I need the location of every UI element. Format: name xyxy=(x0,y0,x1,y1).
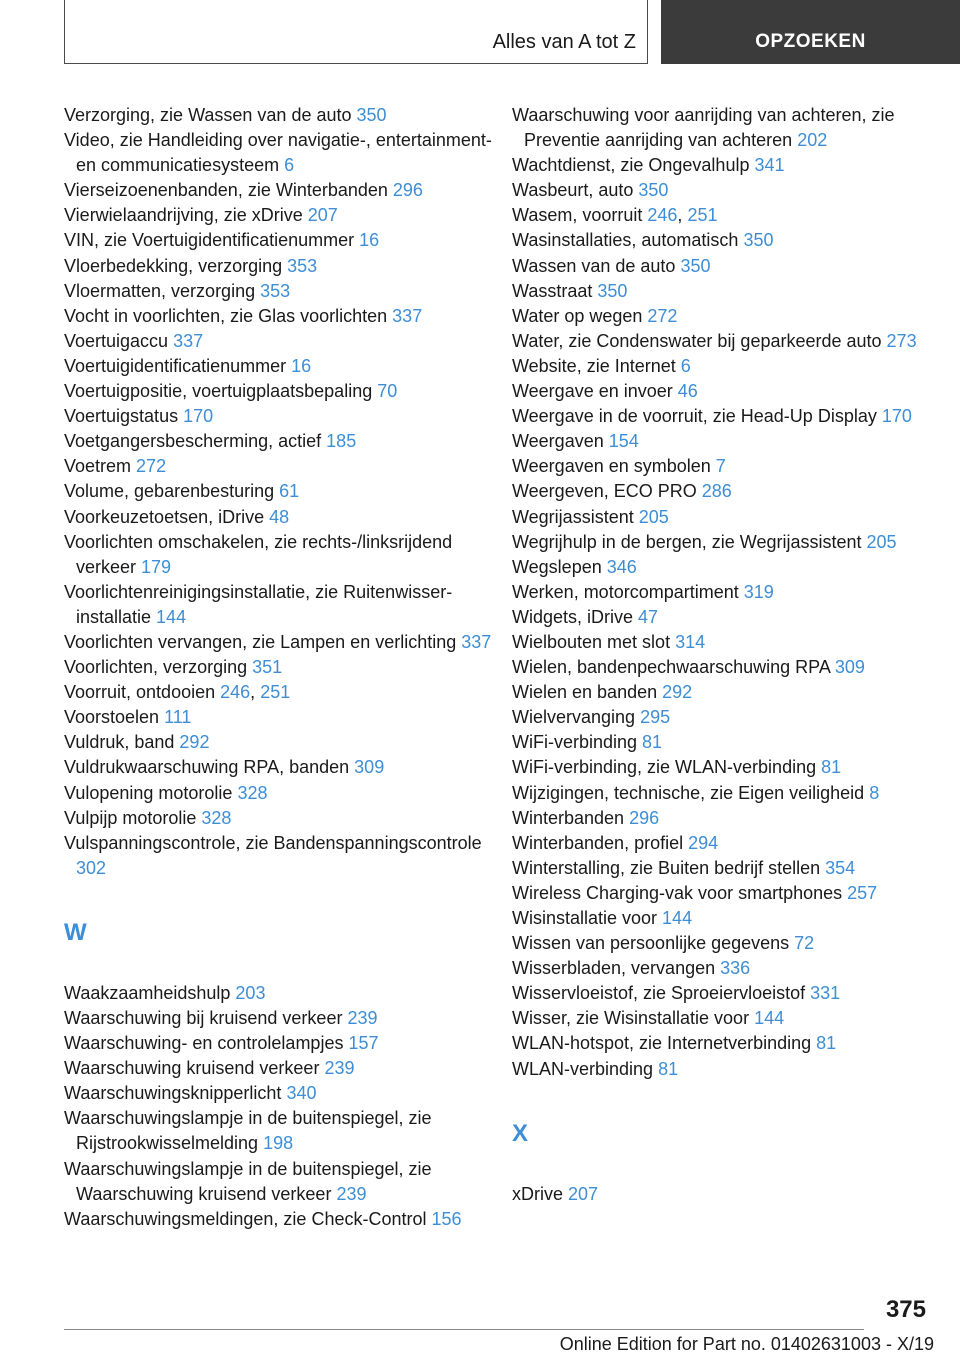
index-entry-term: Voorlichten, verzorging xyxy=(64,657,253,678)
index-entry xyxy=(512,404,932,429)
index-entry-term: Voorstoelen xyxy=(64,707,165,728)
index-entry-term: Voetgangersbescherming, actief xyxy=(64,431,327,452)
index-entry xyxy=(512,555,932,580)
index-entry xyxy=(64,379,504,404)
index-entry xyxy=(64,329,504,354)
index-entry-term: Wielen, bandenpechwaarschuwing RPA xyxy=(512,657,835,678)
index-entry xyxy=(512,680,932,705)
page-reference-link[interactable]: 294 xyxy=(688,832,719,853)
page-reference-link[interactable]: 340 xyxy=(286,1083,317,1104)
index-entry xyxy=(512,630,932,655)
index-entry-term: Werken, motorcompartiment xyxy=(512,581,744,602)
index-entry-term: Voorlichten omschakelen, zie rechts-/linksrijdend verkeer xyxy=(64,531,453,577)
index-entry xyxy=(512,178,932,203)
page-number: 375 xyxy=(885,1296,926,1323)
index-entry-term: xDrive xyxy=(512,1183,569,1204)
index-entry-term: Vloermatten, verzorging xyxy=(64,280,261,301)
index-entry xyxy=(512,605,932,630)
index-entry xyxy=(512,1031,932,1056)
index-entry-term: Vocht in voorlichten, zie Glas voorlichten xyxy=(64,305,393,326)
page-reference-link[interactable]: 198 xyxy=(263,1133,294,1154)
index-entry-term: Waarschuwingslampje in de buitenspiegel, zie Rijstrookwisselmelding xyxy=(64,1108,432,1154)
index-entry-term: Wisinstallatie voor xyxy=(512,908,663,928)
index-entry xyxy=(512,981,932,1006)
index-entry-term: Vulopening motorolie xyxy=(64,782,238,803)
index-entry xyxy=(512,906,932,931)
page-reference-link[interactable]: 309 xyxy=(834,657,865,678)
index-entry xyxy=(512,881,932,906)
page-reference-link[interactable]: 337 xyxy=(392,305,423,326)
index-entry xyxy=(512,755,932,780)
page-reference-link[interactable]: 328 xyxy=(201,807,232,828)
index-entry xyxy=(64,680,504,705)
index-entry-term: Vierseizoenenbanden, zie Winterbanden xyxy=(64,180,393,201)
index-entry-term: Vierwielaandrijving, zie xDrive xyxy=(64,205,308,226)
page-reference-link[interactable]: 207 xyxy=(307,205,338,226)
index-entry xyxy=(512,304,932,329)
page-reference-link[interactable]: 292 xyxy=(662,682,693,703)
page-reference-link[interactable]: 336 xyxy=(720,958,751,979)
index-entry-term: Water, zie Condenswater bij geparkeerde auto xyxy=(512,330,887,351)
page-ref-separator: , xyxy=(250,682,261,703)
page-reference-link[interactable]: 6 xyxy=(680,355,691,376)
index-column-left xyxy=(64,103,504,1232)
page-reference-link[interactable]: 72 xyxy=(794,933,815,954)
index-entry xyxy=(64,279,504,304)
index-entry-term: Voertuigaccu xyxy=(64,330,174,351)
index-entry xyxy=(64,1157,504,1207)
index-entry-term: Wielvervanging xyxy=(512,707,641,728)
page-reference-link[interactable]: 346 xyxy=(606,556,637,577)
index-entry-term: Wegrijassistent xyxy=(512,506,639,527)
index-entry xyxy=(64,254,504,279)
page-reference-link[interactable]: 111 xyxy=(164,707,192,728)
index-entry xyxy=(512,203,932,228)
page-reference-link[interactable]: 203 xyxy=(235,982,266,1003)
page-reference-link[interactable]: 205 xyxy=(638,506,669,527)
index-entry xyxy=(512,1006,932,1031)
index-entry-term: Vulpijp motorolie xyxy=(64,807,202,828)
index-entry-term: Waarschuwing- en controlelampjes xyxy=(64,1033,349,1054)
index-entry-term: Weergaven en symbolen xyxy=(512,456,716,477)
index-list-w xyxy=(64,981,504,1232)
page-reference-link[interactable]: 16 xyxy=(359,230,380,251)
index-entry-term: Weergave in de voorruit, zie Head-Up Display xyxy=(512,406,882,427)
index-entry-term: Waarschuwing bij kruisend verkeer xyxy=(64,1008,348,1028)
index-entry xyxy=(512,454,932,479)
index-entry xyxy=(64,354,504,379)
page-reference-link[interactable]: 286 xyxy=(701,481,732,502)
index-entry xyxy=(64,655,504,680)
index-entry xyxy=(512,655,932,680)
index-entry-term: Wegrijhulp in de bergen, zie Wegrijassistent xyxy=(512,531,867,552)
page-reference-link[interactable]: 156 xyxy=(431,1208,462,1229)
page-reference-link[interactable]: 296 xyxy=(392,180,423,201)
page-reference-link[interactable]: 272 xyxy=(647,305,678,326)
index-entry xyxy=(64,1006,504,1031)
index-entry-term: Voetrem xyxy=(64,456,137,477)
index-entry xyxy=(512,856,932,881)
index-entry xyxy=(512,254,932,279)
page-reference-link[interactable]: 205 xyxy=(866,531,897,552)
page-reference-link[interactable]: 350 xyxy=(638,180,669,201)
index-entry-term: Wisserbladen, vervangen xyxy=(512,958,721,979)
index-entry-term: WLAN-hotspot, zie Internetverbinding xyxy=(512,1033,817,1054)
index-entry xyxy=(512,831,932,856)
index-column-right xyxy=(512,103,932,1207)
index-entry xyxy=(512,931,932,956)
page-reference-link[interactable]: 185 xyxy=(326,431,357,452)
index-entry xyxy=(512,530,932,555)
page-reference-link[interactable]: 246 xyxy=(647,205,678,226)
page-reference-link[interactable]: 292 xyxy=(179,732,210,753)
page-reference-link[interactable]: 239 xyxy=(336,1183,367,1204)
index-entry-term: Video, zie Handleiding over navigatie-, entertainment- en communicatiesysteem xyxy=(64,130,492,176)
index-entry xyxy=(512,479,932,504)
index-entry-term: Wasstraat xyxy=(512,280,598,301)
index-entry xyxy=(64,730,504,755)
index-entry-term: Wisservloeistof, zie Sproeiervloeistof xyxy=(512,983,811,1004)
index-entry-term: VIN, zie Voertuigidentificatienummer xyxy=(64,230,360,251)
page-reference-link[interactable]: 144 xyxy=(754,1008,785,1029)
page-reference-link[interactable]: 251 xyxy=(260,682,291,703)
tab-opzoeken[interactable]: OPZOEKEN xyxy=(661,0,960,64)
index-entry xyxy=(64,429,504,454)
page-reference-link[interactable]: 350 xyxy=(743,230,774,251)
index-entry-term: Waarschuwingslampje in de buitenspiegel, zie Waarschuwing kruisend verkeer xyxy=(64,1158,432,1204)
index-entry xyxy=(64,705,504,730)
index-list-w-continued xyxy=(512,103,932,1082)
section-heading-w: W xyxy=(64,918,87,946)
index-entry xyxy=(512,705,932,730)
page-reference-link[interactable]: 157 xyxy=(348,1033,379,1054)
index-entry xyxy=(512,580,932,605)
page-reference-link[interactable]: 46 xyxy=(677,381,698,402)
index-entry xyxy=(64,404,504,429)
index-entry xyxy=(512,429,932,454)
index-entry-term: Voertuigpositie, voertuigplaatsbepaling xyxy=(64,381,378,402)
index-entry xyxy=(64,781,504,806)
page-ref-separator: , xyxy=(677,205,688,226)
page-reference-link[interactable]: 81 xyxy=(816,1033,837,1054)
index-list-v xyxy=(64,103,504,881)
index-entry xyxy=(512,153,932,178)
index-entry xyxy=(64,1106,504,1156)
index-entry-term: Wasbeurt, auto xyxy=(512,180,639,201)
page-reference-link[interactable]: 144 xyxy=(662,908,693,928)
index-entry xyxy=(64,981,504,1006)
index-entry xyxy=(64,1081,504,1106)
page-reference-link[interactable]: 296 xyxy=(629,807,660,828)
index-entry-term: Voorlichten vervangen, zie Lampen en verlichting xyxy=(64,631,462,652)
page-reference-link[interactable]: 350 xyxy=(356,105,387,125)
index-entry-term: Wegslepen xyxy=(512,556,607,577)
page-reference-link[interactable]: 341 xyxy=(754,155,785,176)
index-entry xyxy=(64,505,504,530)
page-reference-link[interactable]: 179 xyxy=(141,556,172,577)
page-reference-link[interactable]: 81 xyxy=(821,757,842,778)
page-reference-link[interactable]: 154 xyxy=(608,431,639,452)
index-entry-term: Waarschuwingsmeldingen, zie Check-Control xyxy=(64,1208,432,1229)
page-reference-link[interactable]: 170 xyxy=(183,406,214,427)
index-entry xyxy=(512,228,932,253)
index-entry xyxy=(512,279,932,304)
index-entry-term: Vuldruk, band xyxy=(64,732,180,753)
index-entry-term: Vuldrukwaarschuwing RPA, banden xyxy=(64,757,355,778)
index-entry xyxy=(512,806,932,831)
index-entry xyxy=(64,1056,504,1081)
page-reference-link[interactable]: 331 xyxy=(810,983,841,1004)
index-entry xyxy=(512,354,932,379)
page-reference-link[interactable]: 350 xyxy=(597,280,628,301)
index-entry-term: Wisser, zie Wisinstallatie voor xyxy=(512,1008,755,1029)
index-entry-term: Waarschuwingsknipperlicht xyxy=(64,1083,287,1104)
page-reference-link[interactable]: 144 xyxy=(156,606,187,627)
page-reference-link[interactable]: 47 xyxy=(638,606,659,627)
index-entry xyxy=(512,505,932,530)
page-reference-link[interactable]: 295 xyxy=(640,707,671,728)
index-entry-term: Wassen van de auto xyxy=(512,255,681,276)
page-reference-link[interactable]: 70 xyxy=(377,381,398,402)
index-entry xyxy=(512,730,932,755)
index-entry xyxy=(64,630,504,655)
index-list-x xyxy=(512,1182,932,1207)
index-entry xyxy=(512,379,932,404)
index-entry-term: WiFi-verbinding, zie WLAN-verbinding xyxy=(512,757,822,778)
index-entry-term: Voorkeuzetoetsen, iDrive xyxy=(64,506,270,527)
page-reference-link[interactable]: 319 xyxy=(743,581,774,602)
index-entry xyxy=(64,806,504,831)
page-reference-link[interactable]: 239 xyxy=(324,1058,355,1079)
page-reference-link[interactable]: 61 xyxy=(279,481,300,502)
page-reference-link[interactable]: 257 xyxy=(847,882,878,903)
index-entry xyxy=(512,956,932,981)
page-reference-link[interactable]: 302 xyxy=(76,857,107,878)
index-entry xyxy=(64,831,504,881)
page-reference-link[interactable]: 272 xyxy=(136,456,167,477)
index-entry-term: Waakzaamheidshulp xyxy=(64,982,236,1003)
index-entry xyxy=(64,228,504,253)
index-entry-term: Wissen van persoonlijke gegevens xyxy=(512,933,795,954)
page-reference-link[interactable]: 8 xyxy=(869,782,880,803)
index-entry-term: Voorruit, ontdooien xyxy=(64,682,221,703)
page-reference-link[interactable]: 6 xyxy=(284,155,295,176)
index-entry-term: Wielen en banden xyxy=(512,682,663,703)
index-entry xyxy=(512,103,932,153)
index-entry-term: Widgets, iDrive xyxy=(512,606,639,627)
index-entry xyxy=(512,1057,932,1082)
page-reference-link[interactable]: 351 xyxy=(252,657,283,678)
index-entry xyxy=(64,103,504,128)
index-entry-term: Winterbanden, profiel xyxy=(512,832,689,853)
index-entry-term: Weergaven xyxy=(512,431,609,452)
page-reference-link[interactable]: 81 xyxy=(642,732,663,753)
page-reference-link[interactable]: 202 xyxy=(797,130,828,151)
index-entry xyxy=(512,781,932,806)
index-entry xyxy=(64,304,504,329)
index-entry-term: Wasem, voorruit xyxy=(512,205,648,226)
index-entry-term: Vloerbedekking, verzorging xyxy=(64,255,288,276)
index-entry-term: Verzorging, zie Wassen van de auto xyxy=(64,105,357,125)
section-heading-x: X xyxy=(512,1119,529,1147)
page-reference-link[interactable]: 353 xyxy=(260,280,291,301)
page-reference-link[interactable]: 239 xyxy=(347,1008,378,1028)
page-reference-link[interactable]: 16 xyxy=(291,355,312,376)
index-entry xyxy=(64,530,504,580)
index-entry-term: Weergeven, ECO PRO xyxy=(512,481,702,502)
index-entry-term: Waarschuwing voor aanrijding van achteren, zie Preventie aanrijding van achteren xyxy=(512,105,895,151)
index-entry xyxy=(64,1031,504,1056)
index-entry-term: WLAN-verbinding xyxy=(512,1058,659,1079)
index-entry-term: Vulspanningscontrole, zie Bandenspanningscontrole xyxy=(64,832,482,853)
index-entry-term: Weergave en invoer xyxy=(512,381,678,402)
page-reference-link[interactable]: 251 xyxy=(687,205,718,226)
index-entry-term: Water op wegen xyxy=(512,305,648,326)
index-entry xyxy=(64,479,504,504)
index-entry-term: Voorlichtenreinigingsinstallatie, zie Ruitenwisserinstallatie xyxy=(64,581,453,627)
footer-edition: Online Edition for Part no. 01402631003 - X/19 xyxy=(559,1334,934,1354)
page-reference-link[interactable]: 337 xyxy=(461,631,492,652)
page-reference-link[interactable]: 207 xyxy=(568,1183,599,1204)
index-entry xyxy=(64,178,504,203)
index-entry-term: Winterbanden xyxy=(512,807,630,828)
page-reference-link[interactable]: 353 xyxy=(287,255,318,276)
index-entry xyxy=(64,1207,504,1232)
index-entry-term: Wachtdienst, zie Ongevalhulp xyxy=(512,155,755,176)
index-entry xyxy=(64,203,504,228)
index-entry xyxy=(64,128,504,178)
footer-divider xyxy=(64,1329,864,1330)
index-entry-term: Wireless Charging-vak voor smartphones xyxy=(512,882,848,903)
index-entry-term: Wielbouten met slot xyxy=(512,631,676,652)
index-entry-term: Volume, gebarenbesturing xyxy=(64,481,280,502)
index-entry-term: Voertuigidentificatienummer xyxy=(64,355,292,376)
index-entry xyxy=(64,454,504,479)
page-reference-link[interactable]: 328 xyxy=(237,782,268,803)
index-entry-term: Winterstalling, zie Buiten bedrijf stellen xyxy=(512,857,826,878)
page-reference-link[interactable]: 48 xyxy=(269,506,290,527)
page-reference-link[interactable]: 246 xyxy=(220,682,251,703)
index-entry xyxy=(512,329,932,354)
index-entry-term: Website, zie Internet xyxy=(512,355,681,376)
page-reference-link[interactable]: 7 xyxy=(715,456,726,477)
index-entry-term: Waarschuwing kruisend verkeer xyxy=(64,1058,325,1079)
index-entry-term: Voertuigstatus xyxy=(64,406,184,427)
index-entry xyxy=(512,1182,932,1207)
index-entry xyxy=(64,580,504,630)
index-entry-term: Wasinstallaties, automatisch xyxy=(512,230,744,251)
page-reference-link[interactable]: 354 xyxy=(825,857,856,878)
page-reference-link[interactable]: 81 xyxy=(658,1058,679,1079)
page-reference-link[interactable]: 309 xyxy=(354,757,385,778)
page-reference-link[interactable]: 337 xyxy=(173,330,204,351)
index-entry-term: WiFi-verbinding xyxy=(512,732,643,753)
page-reference-link[interactable]: 350 xyxy=(680,255,711,276)
page-reference-link[interactable]: 273 xyxy=(886,330,917,351)
page-reference-link[interactable]: 314 xyxy=(675,631,706,652)
header-title: Alles van A tot Z xyxy=(492,31,636,53)
index-entry-term: Wijzigingen, technische, zie Eigen veiligheid xyxy=(512,782,870,803)
page-reference-link[interactable]: 170 xyxy=(881,406,912,427)
index-entry xyxy=(64,755,504,780)
